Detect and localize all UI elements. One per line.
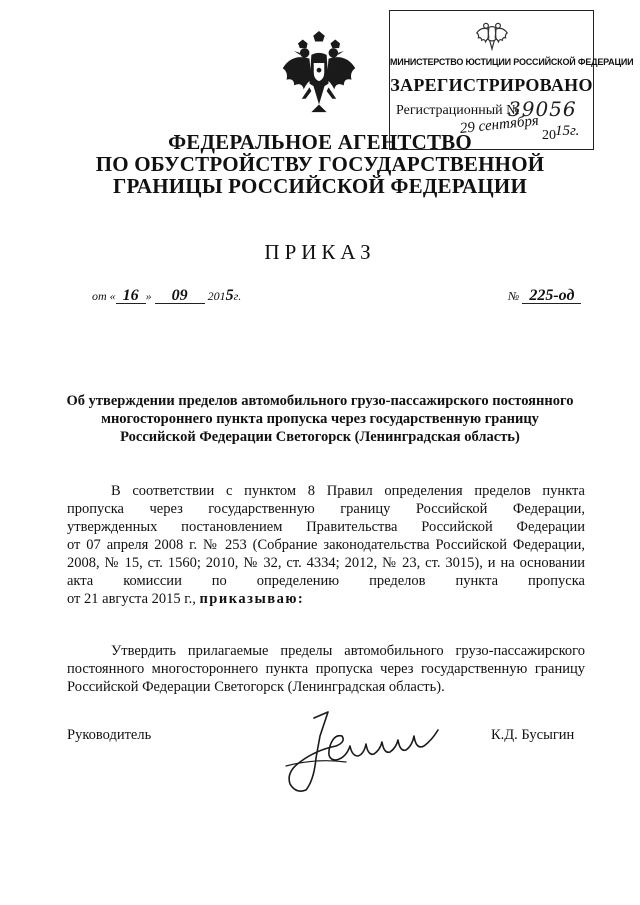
- body-line-7: [67, 590, 585, 608]
- subject-line-1: Об утверждении пределов автомобильного грузо-пассажирского постоянного: [66, 393, 574, 409]
- number-value: 225-од: [529, 287, 575, 304]
- resolution-line-3: Российской Федерации Светогорск (Ленинградская область).: [67, 679, 445, 695]
- handwritten-signature: [276, 706, 456, 796]
- body-line-1: В соответствии с пунктом 8 Правил определения пределов пункта: [111, 483, 585, 499]
- body-line-5: 2008, № 15, ст. 1560; 2010, № 32, ст. 4334; 2012, № 23, ст. 3015), и на основании: [67, 555, 585, 571]
- agency-title-line-3: ГРАНИЦЫ РОССИЙСКОЙ ФЕДЕРАЦИИ: [112, 174, 528, 198]
- number-prefix: №: [508, 289, 520, 303]
- agency-title-line-2: ПО ОБУСТРОЙСТВУ ГОСУДАРСТВЕННОЙ: [95, 152, 545, 176]
- double-headed-eagle-emblem: [280, 30, 358, 116]
- resolution-line-1: Утвердить прилагаемые пределы автомобильного грузо-пассажирского: [111, 643, 585, 659]
- order-date: [92, 287, 241, 305]
- stamp-registration-number-label: Регистрационный №: [396, 103, 520, 118]
- subject-line-2: многостороннего пункта пропуска через государственную границу: [101, 411, 539, 427]
- subject-line-3: Российской Федерации Светогорск (Ленинградская область): [120, 429, 520, 445]
- date-year-prefix: 201: [207, 289, 226, 303]
- body-line-7-text: от 21 августа 2015 г.,: [67, 591, 196, 607]
- registration-stamp: [389, 10, 634, 150]
- body-line-2: пропуска через государственную границу Российской Федерации,: [67, 501, 585, 517]
- body-line-6: акта комиссии по определению пределов пункта пропуска: [67, 573, 585, 589]
- date-month: 09: [171, 287, 188, 304]
- date-prefix: от «: [92, 289, 116, 303]
- date-day: 16: [122, 287, 139, 304]
- body-line-4: от 07 апреля 2008 г. № 253 (Собрание законодательства Российской Федерации,: [67, 537, 585, 553]
- stamp-year-prefix: 20: [542, 128, 556, 143]
- stamp-year-handwritten: 15г.: [555, 123, 580, 139]
- stamp-registered-label: ЗАРЕГИСТРИРОВАНО: [390, 75, 593, 95]
- date-year-suffix: г.: [233, 289, 242, 303]
- stamp-eagle-icon: [476, 17, 508, 53]
- decree-word: приказываю:: [199, 591, 305, 607]
- body-line-3: утвержденных постановлением Правительства Российской Федерации: [67, 519, 585, 535]
- stamp-registration-number: 39056: [508, 97, 577, 121]
- agency-title-line-1: ФЕДЕРАЛЬНОЕ АГЕНТСТВО: [168, 130, 472, 154]
- order-title: ПРИКАЗ: [264, 240, 376, 264]
- date-year-handwritten: 5: [225, 287, 234, 304]
- stamp-registration-date: 29 сентября: [459, 112, 540, 137]
- resolution-line-2: постоянного многостороннего пункта пропуска через государственную границу: [67, 661, 585, 677]
- date-quote: »: [145, 289, 152, 303]
- stamp-ministry-name: МИНИСТЕРСТВО ЮСТИЦИИ РОССИЙСКОЙ ФЕДЕРАЦИИ: [390, 57, 634, 67]
- order-number: [508, 287, 581, 305]
- signer-position: Руководитель: [67, 727, 152, 743]
- signer-name: К.Д. Бусыгин: [491, 727, 575, 743]
